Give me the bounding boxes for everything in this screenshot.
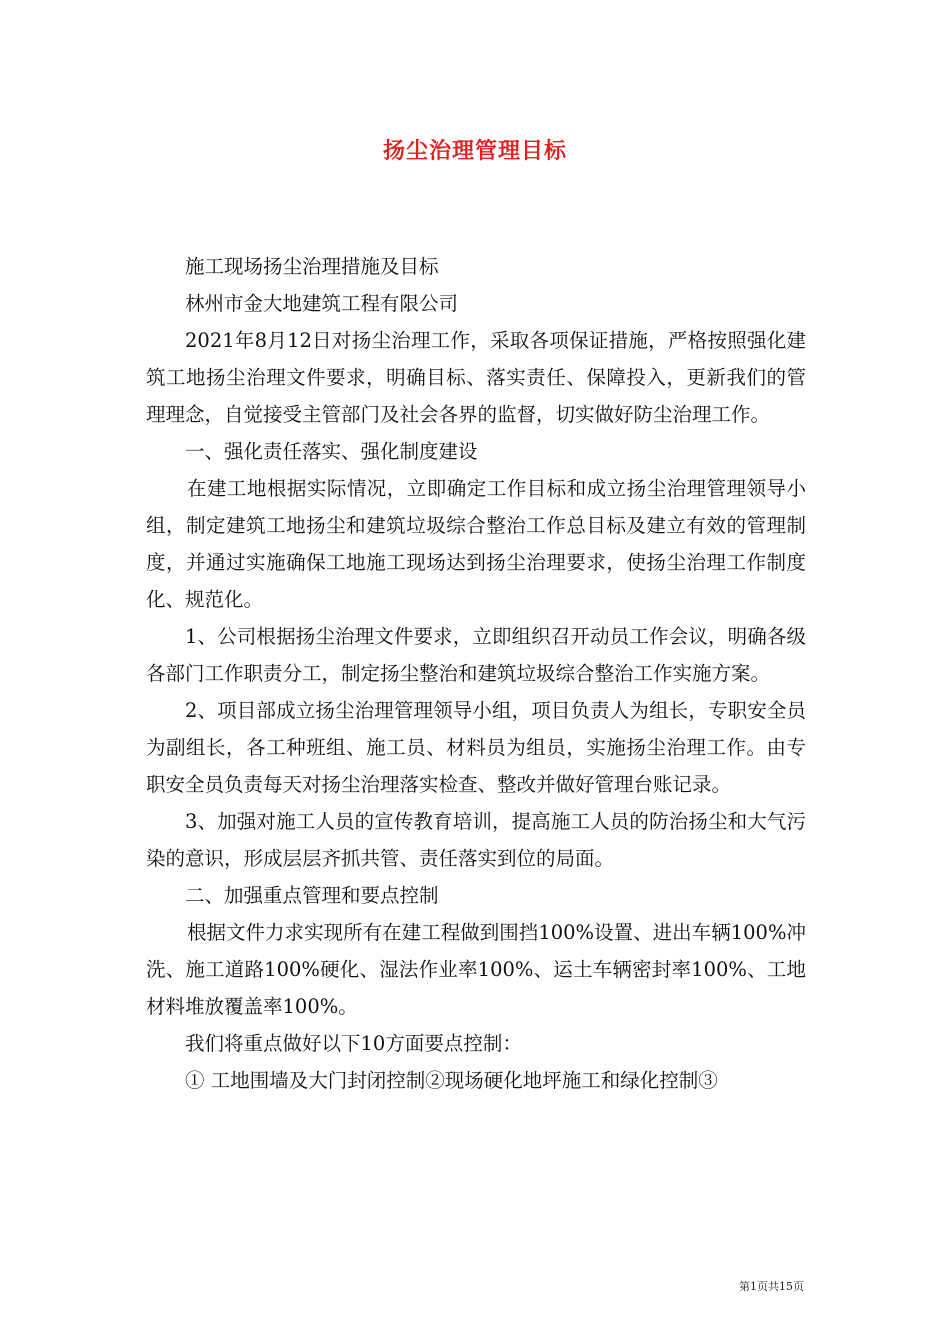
list-item-1: 1、公司根据扬尘治理文件要求，立即组织召开动员工作会议，明确各级各部门工作职责分工，制定扬尘整治和建筑垃圾综合整治工作实施方案。 [146, 625, 806, 685]
paragraph-company: 林州市金大地建筑工程有限公司 [185, 292, 459, 315]
section-heading-2: 二、加强重点管理和要点控制 [185, 884, 439, 907]
paragraph-section-1: 在建工地根据实际情况，立即确定工作目标和成立扬尘治理管理领导小组，制定建筑工地扬尘和建筑垃圾综合整治工作总目标及建立有效的管理制度，并通过实施确保工地施工现场达到扬尘治理要求，使扬尘治理工作制度化、规范化。 [146, 477, 806, 611]
paragraph-control-intro: 我们将重点做好以下10方面要点控制： [185, 1032, 522, 1055]
paragraph-intro: 2021年8月12日对扬尘治理工作，采取各项保证措施，严格按照强化建筑工地扬尘治理文件要求，明确目标、落实责任、保障投入，更新我们的管理理念，自觉接受主管部门及社会各界的监督，切实做好防尘治理工作。 [146, 329, 806, 426]
document-body [146, 248, 806, 1099]
section-heading-1: 一、强化责任落实、强化制度建设 [185, 440, 478, 463]
list-item-2: 2、项目部成立扬尘治理管理领导小组，项目负责人为组长，专职安全员为副组长，各工种班组、施工员、材料员为组员，实施扬尘治理工作。由专职安全员负责每天对扬尘治理落实检查、整改并做好管理台账记录。 [146, 699, 806, 796]
paragraph-control-items: ① 工地围墙及大门封闭控制②现场硬化地坪施工和绿化控制③ [185, 1069, 718, 1092]
page-footer: 第1页共15页 [739, 1280, 804, 1293]
paragraph-subtitle: 施工现场扬尘治理措施及目标 [185, 255, 439, 278]
document-title: 扬尘治理管理目标 [382, 138, 567, 164]
list-item-3: 3、加强对施工人员的宣传教育培训，提高施工人员的防治扬尘和大气污染的意识，形成层层齐抓共管、责任落实到位的局面。 [146, 810, 806, 870]
paragraph-section-2: 根据文件力求实现所有在建工程做到围挡100%设置、进出车辆100%冲洗、施工道路100%硬化、湿法作业率100%、运土车辆密封率100%、工地材料堆放覆盖率100%。 [146, 921, 806, 1018]
